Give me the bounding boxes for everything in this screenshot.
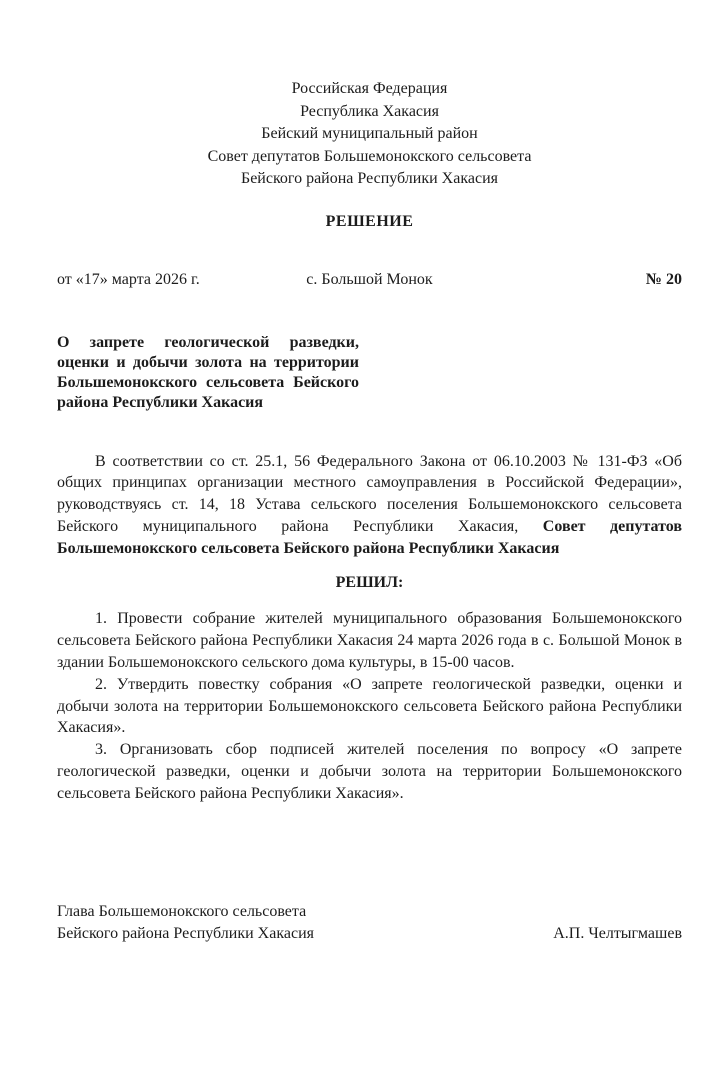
resolved-heading: РЕШИЛ:	[335, 574, 404, 592]
resolution-item-2: 2. Утвердить повестку собрания «О запрете геологической разведки, оценки и добычи золота на территории Большемонокского сельсовета Бейского района Республики Хакасия».	[57, 675, 682, 737]
resolution-items	[57, 608, 682, 804]
preamble-council-name: Совет депутатов Большемонокского сельсовета Бейского района Республики Хакасия	[57, 517, 683, 557]
org-header-line-region: Бейского района Республики Хакасия	[241, 170, 498, 187]
signatory-position-line2: Бейского района Республики Хакасия	[57, 925, 314, 943]
document-date: от «17» марта 2026 г.	[57, 270, 200, 288]
resolution-item-3: 3. Организовать сбор подписей жителей поселения по вопросу «О запрете геологической разведки, оценки и добычи золота на территории Большемонокского сельсовета Бейского района Республики Хакасия».	[57, 741, 682, 802]
signatory-position	[57, 901, 314, 946]
signatory-name: А.П. Челтыгмашев	[553, 925, 682, 943]
date-place-number-row	[57, 269, 682, 291]
document-number: № 20	[645, 270, 682, 288]
signatory-position-line1: Глава Большемонокского сельсовета	[57, 902, 307, 920]
resolution-item-1: 1. Провести собрание жителей муниципального образования Большемонокского сельсовета Бейского района Республики Хакасия 24 марта 2026 года в с. Большой Монок в здании Большемонокского сельского дома культуры, в 15-00 часов.	[57, 610, 682, 672]
org-header-line-country: Российская Федерация	[291, 80, 448, 97]
document-type-heading: РЕШЕНИЕ	[325, 212, 414, 230]
document-subject: О запрете геологической разведки, оценки и добычи золота на территории Большемонокского сельсовета Бейского района Республики Хакасия	[57, 333, 359, 411]
preamble-paragraph	[57, 451, 682, 560]
preamble-text: В соответствии со ст. 25.1, 56 Федерального Закона от 06.10.2003 № 131-ФЗ «Об общих принципах организации местного самоуправления в Российской Федерации», руководствуясь ст. 14, 18 Устава сельского поселения Большемонокского сельсовета Бейского муниципального района Республики Хакасия,	[57, 452, 682, 535]
org-header-line-republic: Республика Хакасия	[300, 102, 439, 120]
document-place: с. Большой Монок	[306, 270, 433, 288]
org-header-line-district: Бейский муниципальный район	[261, 125, 478, 142]
org-header-line-council: Совет депутатов Большемонокского сельсовета	[207, 147, 532, 165]
signature-block	[57, 901, 682, 946]
org-header	[57, 78, 682, 191]
